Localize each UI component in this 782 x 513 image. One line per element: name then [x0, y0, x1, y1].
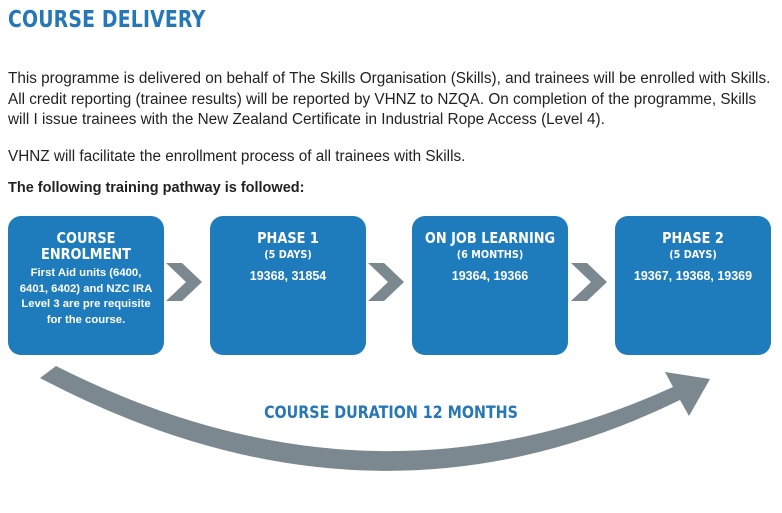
- step-units: 19367, 19368, 19369: [633, 269, 753, 283]
- course-duration-label: COURSE DURATION 12 MONTHS: [264, 403, 518, 423]
- step-duration: (5 DAYS): [264, 248, 312, 261]
- step-phase-2: [615, 216, 771, 355]
- step-description: First Aid units (6400, 6401, 6402) and NZC IRA Level 3 are pre requisite for the course.: [19, 267, 153, 326]
- chevron-arrow-icon: [166, 263, 202, 301]
- step-title: PHASE 1: [257, 229, 319, 247]
- step-on-job-learning: [412, 216, 568, 355]
- step-units: 19368, 31854: [249, 269, 327, 283]
- step-course-enrolment: [8, 216, 164, 355]
- page-title: COURSE DELIVERY: [8, 7, 206, 33]
- step-title: PHASE 2: [662, 229, 724, 247]
- pathway-intro: The following training pathway is followed:: [8, 180, 305, 196]
- chevron-arrow-icon: [571, 263, 607, 301]
- chevron-arrow-icon: [368, 263, 404, 301]
- step-duration: (6 MONTHS): [456, 248, 524, 261]
- step-units: 19364, 19366: [451, 269, 529, 283]
- step-title: ON JOB LEARNING: [424, 229, 556, 247]
- facilitation-paragraph: VHNZ will facilitate the enrollment process of all trainees with Skills.: [8, 148, 466, 165]
- step-title: ENROLMENT: [41, 245, 131, 263]
- step-phase-1: [210, 216, 366, 355]
- step-duration: (5 DAYS): [669, 248, 717, 261]
- intro-paragraph: This programme is delivered on behalf of The Skills Organisation (Skills), and trainees will be enrolled with Skills. All credit reporting (trainee results) will be reported by VHNZ to NZQA. On completion of the programme, Skills will I issue trainees with the New Zealand Certificate in Industrial Rope Access (Level 4).: [8, 70, 771, 128]
- step-title: COURSE: [56, 229, 116, 247]
